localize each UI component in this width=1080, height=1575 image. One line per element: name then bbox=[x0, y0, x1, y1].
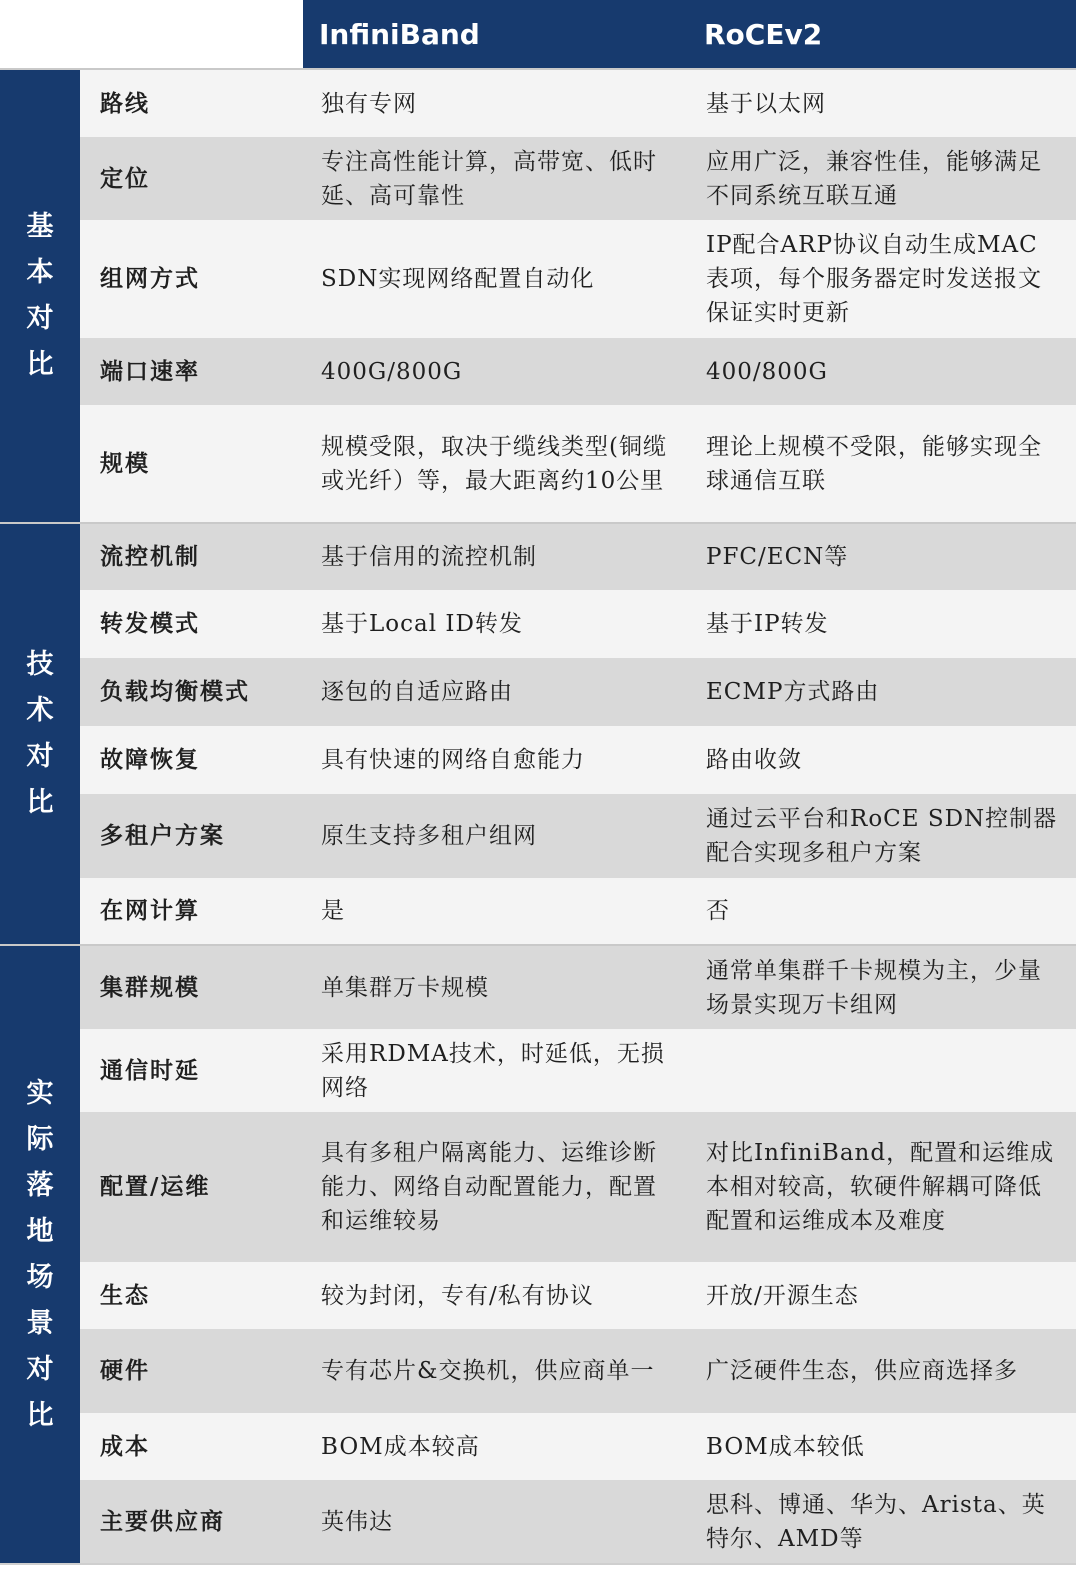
header-row bbox=[0, 0, 1076, 69]
rocev2-value: 基于以太网 bbox=[688, 69, 1076, 137]
section-title-char: 落 bbox=[26, 1169, 54, 1201]
infiniband-value: 专注高性能计算，高带宽、低时延、高可靠性 bbox=[303, 137, 688, 220]
table-row bbox=[0, 523, 1076, 590]
table-row bbox=[0, 878, 1076, 945]
table-row bbox=[0, 590, 1076, 658]
rocev2-value: 通过云平台和RoCE SDN控制器配合实现多租户方案 bbox=[688, 794, 1076, 878]
section-title-char: 场 bbox=[26, 1261, 54, 1293]
rocev2-value: 广泛硬件生态，供应商选择多 bbox=[688, 1329, 1076, 1413]
table-row bbox=[0, 945, 1076, 1029]
row-label: 配置/运维 bbox=[80, 1112, 303, 1262]
section-title-char: 对 bbox=[26, 1353, 54, 1385]
table-row bbox=[0, 1329, 1076, 1413]
infiniband-value: BOM成本较高 bbox=[303, 1413, 688, 1480]
infiniband-value: 基于信用的流控机制 bbox=[303, 523, 688, 590]
row-label: 在网计算 bbox=[80, 878, 303, 945]
infiniband-value: 具有多租户隔离能力、运维诊断能力、网络自动配置能力，配置和运维较易 bbox=[303, 1112, 688, 1262]
table-row bbox=[0, 1480, 1076, 1564]
header-rocev2: RoCEv2 bbox=[688, 0, 1076, 69]
section-title-char: 景 bbox=[26, 1307, 54, 1339]
infiniband-value: 单集群万卡规模 bbox=[303, 945, 688, 1029]
section-title-char: 对 bbox=[26, 741, 54, 772]
rocev2-value bbox=[688, 1029, 1076, 1112]
rocev2-value: 基于IP转发 bbox=[688, 590, 1076, 658]
table-row bbox=[0, 1029, 1076, 1112]
section-title-text bbox=[0, 1071, 80, 1439]
row-label: 多租户方案 bbox=[80, 794, 303, 878]
rocev2-value: ECMP方式路由 bbox=[688, 658, 1076, 726]
section-title-char: 实 bbox=[26, 1077, 54, 1109]
table-row bbox=[0, 338, 1076, 405]
section-title-practice bbox=[0, 945, 80, 1564]
infiniband-value: 专有芯片&交换机，供应商单一 bbox=[303, 1329, 688, 1413]
row-label: 转发模式 bbox=[80, 590, 303, 658]
row-label: 集群规模 bbox=[80, 945, 303, 1029]
rocev2-value: IP配合ARP协议自动生成MAC表项，每个服务器定时发送报文保证实时更新 bbox=[688, 220, 1076, 338]
section-title-char: 本 bbox=[26, 257, 54, 288]
table-row bbox=[0, 726, 1076, 794]
rocev2-value: 对比InfiniBand，配置和运维成本相对较高，软硬件解耦可降低配置和运维成本及难度 bbox=[688, 1112, 1076, 1262]
infiniband-value: 400G/800G bbox=[303, 338, 688, 405]
row-label: 成本 bbox=[80, 1413, 303, 1480]
row-label: 负载均衡模式 bbox=[80, 658, 303, 726]
rocev2-value: PFC/ECN等 bbox=[688, 523, 1076, 590]
row-label: 通信时延 bbox=[80, 1029, 303, 1112]
infiniband-value: 基于Local ID转发 bbox=[303, 590, 688, 658]
table-row bbox=[0, 137, 1076, 220]
table-row bbox=[0, 658, 1076, 726]
infiniband-value: 具有快速的网络自愈能力 bbox=[303, 726, 688, 794]
table-row bbox=[0, 220, 1076, 338]
rocev2-value: 路由收敛 bbox=[688, 726, 1076, 794]
rocev2-value: 思科、博通、华为、Arista、英特尔、AMD等 bbox=[688, 1480, 1076, 1564]
infiniband-value: 独有专网 bbox=[303, 69, 688, 137]
section-title-char: 比 bbox=[26, 787, 54, 818]
infiniband-value: 规模受限，取决于缆线类型(铜缆或光纤）等，最大距离约10公里 bbox=[303, 405, 688, 523]
section-title-char: 际 bbox=[26, 1123, 54, 1155]
rocev2-value: 开放/开源生态 bbox=[688, 1262, 1076, 1329]
table-row bbox=[0, 1413, 1076, 1480]
infiniband-value: SDN实现网络配置自动化 bbox=[303, 220, 688, 338]
section-title-basic bbox=[0, 69, 80, 523]
row-label: 硬件 bbox=[80, 1329, 303, 1413]
infiniband-value: 逐包的自适应路由 bbox=[303, 658, 688, 726]
section-title-char: 地 bbox=[26, 1215, 54, 1247]
row-label: 路线 bbox=[80, 69, 303, 137]
section-title-char: 比 bbox=[26, 349, 54, 380]
table-row bbox=[0, 405, 1076, 523]
infiniband-value: 英伟达 bbox=[303, 1480, 688, 1564]
rocev2-value: 否 bbox=[688, 878, 1076, 945]
row-label: 生态 bbox=[80, 1262, 303, 1329]
table-row bbox=[0, 1262, 1076, 1329]
section-title-text bbox=[0, 642, 80, 826]
section-title-char: 技 bbox=[26, 649, 54, 680]
row-label: 故障恢复 bbox=[80, 726, 303, 794]
row-label: 端口速率 bbox=[80, 338, 303, 405]
row-label: 组网方式 bbox=[80, 220, 303, 338]
row-label: 规模 bbox=[80, 405, 303, 523]
header-infiniband: InfiniBand bbox=[303, 0, 688, 69]
infiniband-value: 是 bbox=[303, 878, 688, 945]
table-row bbox=[0, 794, 1076, 878]
section-title-char: 术 bbox=[26, 695, 54, 726]
rocev2-value: BOM成本较低 bbox=[688, 1413, 1076, 1480]
row-label: 定位 bbox=[80, 137, 303, 220]
rocev2-value: 理论上规模不受限，能够实现全球通信互联 bbox=[688, 405, 1076, 523]
table-row bbox=[0, 69, 1076, 137]
header-blank bbox=[0, 0, 303, 69]
infiniband-value: 采用RDMA技术，时延低，无损网络 bbox=[303, 1029, 688, 1112]
section-title-char: 基 bbox=[26, 211, 54, 242]
section-title-char: 对 bbox=[26, 303, 54, 334]
section-title-text bbox=[0, 204, 80, 388]
section-title-char: 比 bbox=[26, 1399, 54, 1431]
row-label: 流控机制 bbox=[80, 523, 303, 590]
table-row bbox=[0, 1112, 1076, 1262]
infiniband-value: 较为封闭，专有/私有协议 bbox=[303, 1262, 688, 1329]
section-title-tech bbox=[0, 523, 80, 945]
row-label: 主要供应商 bbox=[80, 1480, 303, 1564]
rocev2-value: 400/800G bbox=[688, 338, 1076, 405]
rocev2-value: 通常单集群千卡规模为主，少量场景实现万卡组网 bbox=[688, 945, 1076, 1029]
infiniband-value: 原生支持多租户组网 bbox=[303, 794, 688, 878]
rocev2-value: 应用广泛，兼容性佳，能够满足不同系统互联互通 bbox=[688, 137, 1076, 220]
